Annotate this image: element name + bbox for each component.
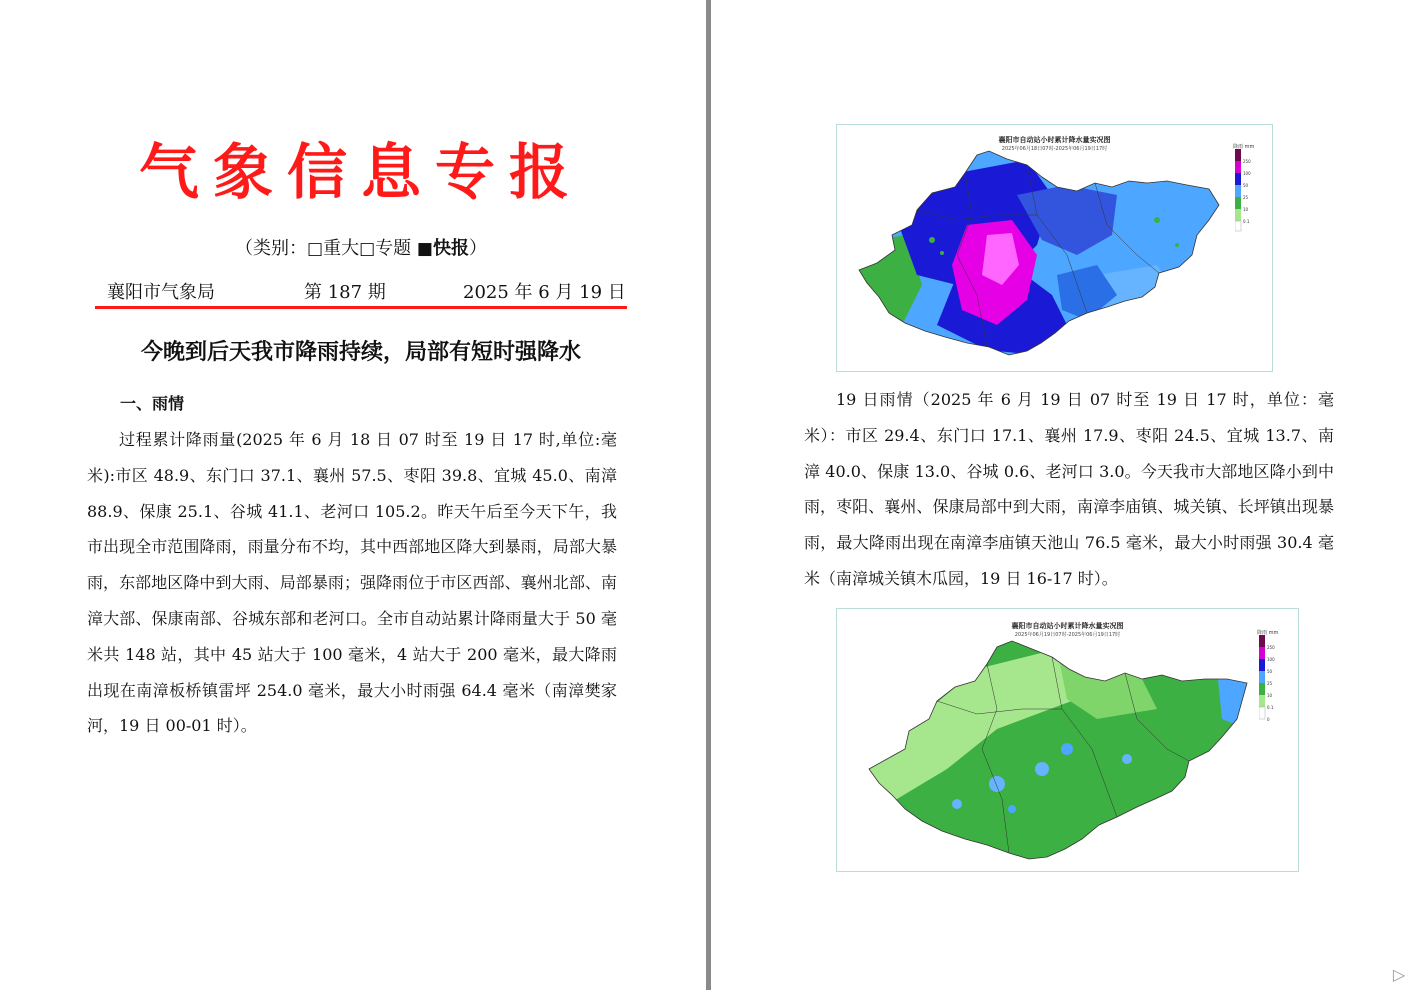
legend-tick-label: 0.1 (1243, 219, 1250, 224)
legend-tick-label: 50 (1243, 183, 1249, 188)
issue-info-row (95, 280, 627, 306)
category-open: （类别： (235, 238, 308, 259)
legend-tick-label: 50 (1267, 669, 1273, 674)
legend-tick-label: 0.1 (1267, 705, 1274, 710)
category-special-label: 专题 (375, 238, 412, 259)
map2-graphic (837, 609, 1298, 871)
masthead-title: 气象信息专报 (139, 138, 583, 208)
issue-date: 2025 年 6 月 19 日 (463, 282, 626, 303)
category-major-label: 重大 (323, 238, 360, 259)
category-line (95, 236, 627, 262)
checkbox-major: □ (307, 239, 324, 259)
checkbox-special: □ (359, 239, 376, 259)
checkbox-flash: ■ (416, 239, 433, 259)
rainfall-paragraph-2: 19 日雨情（2025 年 6 月 19 日 07 时至 19 日 17 时，单位：毫米）：市区 29.4、东门口 17.1、襄州 17.9、枣阳 24.5、宜城 13.7、南漳 40.0、保康 13.0、谷城 0.6、老河口 3.0。今天我市大部地区降小到中雨，枣阳、襄州、保康局部中到大雨，南漳李庙镇、城关镇、长坪镇出现暴雨，最大降雨出现在南漳李庙镇天池山 76.5 毫米，最大小时雨强 30.4 毫米（南漳城关镇木瓜园，19 日 16-17 时）。 (804, 390, 1334, 588)
legend-tick-label: 10 (1243, 207, 1249, 212)
legend-tick-label: 25 (1243, 195, 1249, 200)
map1-graphic (837, 125, 1272, 371)
red-separator-line (95, 306, 627, 309)
issue-number: 第 187 期 (304, 282, 386, 303)
rainfall-map-1 (836, 124, 1273, 372)
legend-tick-label: 0 (1267, 717, 1270, 722)
rainfall-paragraph-1: 过程累计降雨量(2025 年 6 月 18 日 07 时至 19 日 17 时,单位:毫米):市区 48.9、东门口 37.1、襄州 57.5、枣阳 39.8、宜城 45.0、南漳 88.9、保康 25.1、谷城 41.1、老河口 105.2。昨天午后至今天下午，我市出现全市范围降雨，雨量分布不均，其中西部地区降大到暴雨，局部大暴雨，东部地区降中到大雨、局部暴雨；强降雨位于市区西部、襄州北部、南漳大部、保康南部、谷城东部和老河口。全市自动站累计降雨量大于 50 毫米共 148 站，其中 45 站大于 100 毫米，4 站大于 200 毫米，最大降雨出现在南漳板桥镇雷坪 254.0 毫米，最大小时雨强 64.4 毫米（南漳樊家河，19 日 00-01 时）。 (87, 430, 617, 736)
issuing-agency: 襄阳市气象局 (107, 282, 215, 303)
next-page-icon[interactable]: ▷ (1392, 965, 1406, 984)
map2-legend (1259, 629, 1279, 725)
map1-subtitle: 2025年06月18日07时-2025年06月19日17时 (1001, 146, 1108, 152)
document-title: 今晚到后天我市降雨持续，局部有短时强降水 (140, 339, 581, 365)
legend-tick-label: 250 (1267, 645, 1275, 650)
section-heading-rainfall: 一、雨情 (120, 394, 185, 413)
legend-tick-label: 10 (1267, 693, 1273, 698)
legend-tick-label: 100 (1267, 657, 1275, 662)
legend-tick-label: 25 (1267, 681, 1273, 686)
legend-tick-label: 100 (1243, 171, 1251, 176)
legend-tick-label: 250 (1243, 159, 1251, 164)
map2-legend-unit: 降雨 mm (1257, 630, 1279, 636)
category-close: ） (468, 238, 487, 259)
map1-legend-unit: 降雨 mm (1233, 144, 1255, 150)
category-flash-label: 快报 (432, 238, 469, 259)
map2-subtitle: 2025年06月19日07时-2025年06月19日17时 (1014, 632, 1121, 638)
rainfall-map-2 (836, 608, 1299, 872)
map2-title: 襄阳市自动站小时累计降水量实况图 (1011, 622, 1124, 630)
map1-legend (1235, 143, 1255, 235)
map1-title: 襄阳市自动站小时累计降水量实况图 (998, 136, 1111, 144)
